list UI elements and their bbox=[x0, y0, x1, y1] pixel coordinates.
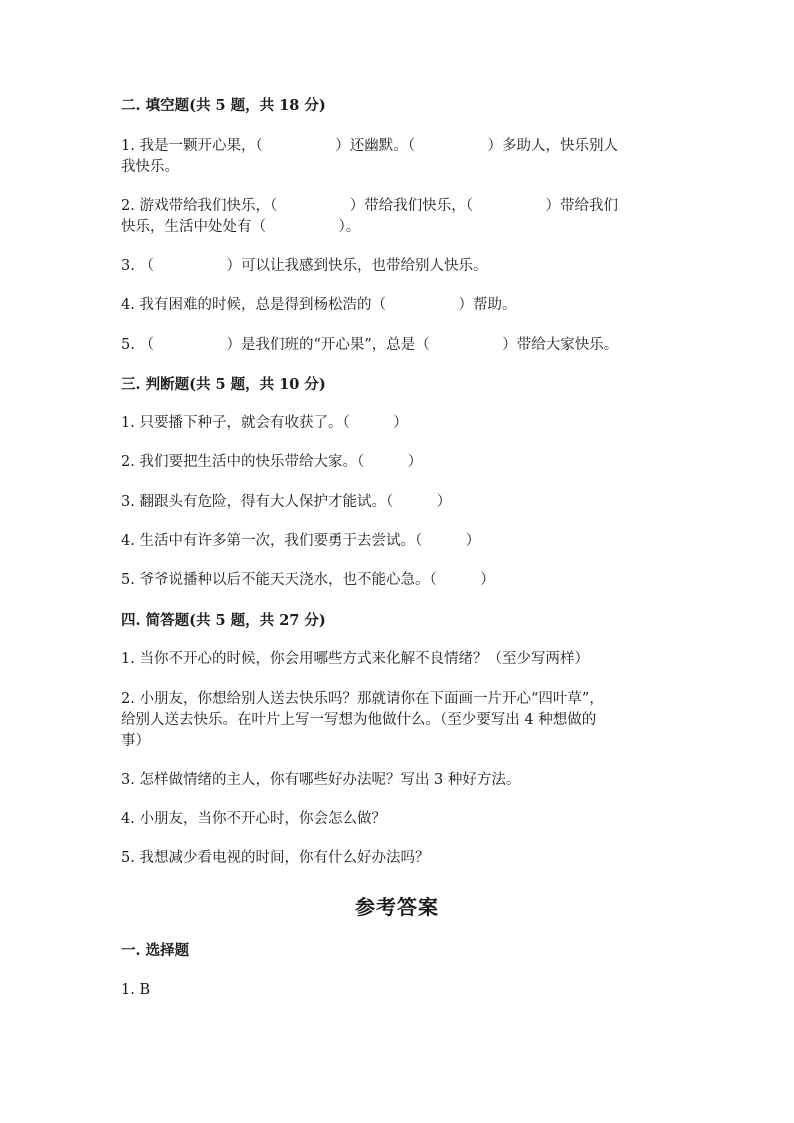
fill-question-2-line-2: 快乐，生活中处处有（ ）。 bbox=[121, 219, 361, 235]
judge-question-5: 5. 爷爷说播种以后不能天天浇水，也不能心急。（ ） bbox=[121, 572, 495, 588]
answers-title: 参考答案 bbox=[355, 895, 439, 919]
short-question-2-line-2: 给别人送去快乐。在叶片上写一写想为他做什么。（至少要写出 4 种想做的 bbox=[121, 712, 597, 728]
short-question-3: 3. 怎样做情绪的主人，你有哪些好办法呢？写出 3 种好方法。 bbox=[121, 772, 521, 788]
section-heading-short: 四. 简答题(共 5 题，共 27 分) bbox=[121, 612, 326, 629]
fill-question-5: 5. （ ）是我们班的“开心果”，总是（ ）带给大家快乐。 bbox=[121, 337, 619, 353]
short-question-5: 5. 我想减少看电视的时间，你有什么好办法吗？ bbox=[121, 850, 430, 866]
section-heading-fill: 二. 填空题(共 5 题，共 18 分) bbox=[121, 97, 326, 114]
fill-question-1-line-2: 我快乐。 bbox=[121, 159, 179, 175]
judge-question-3: 3. 翻跟头有危险，得有大人保护才能试。（ ） bbox=[121, 494, 452, 510]
short-question-2-line-3: 事） bbox=[121, 733, 150, 749]
short-question-4: 4. 小朋友，当你不开心时，你会怎么做？ bbox=[121, 811, 386, 827]
short-question-1: 1. 当你不开心的时候，你会用哪些方式来化解不良情绪？（至少写两样） bbox=[121, 651, 589, 667]
fill-question-4: 4. 我有困难的时候，总是得到杨松浩的（ ）帮助。 bbox=[121, 297, 517, 313]
judge-question-4: 4. 生活中有许多第一次，我们要勇于去尝试。（ ） bbox=[121, 533, 481, 549]
judge-question-2: 2. 我们要把生活中的快乐带给大家。（ ） bbox=[121, 454, 423, 470]
answers-section-heading: 一. 选择题 bbox=[121, 942, 190, 959]
fill-question-3: 3. （ ）可以让我感到快乐，也带给别人快乐。 bbox=[121, 258, 488, 274]
fill-question-1-line-1: 1. 我是一颗开心果，（ ）还幽默。（ ）多助人，快乐别人 bbox=[121, 138, 618, 154]
answer-1: 1. B bbox=[121, 982, 151, 998]
section-heading-judge: 三. 判断题(共 5 题，共 10 分) bbox=[121, 376, 326, 393]
short-question-2-line-1: 2. 小朋友，你想给别人送去快乐吗？那就请你在下面画一片开心“四叶草”， bbox=[121, 691, 604, 707]
fill-question-2-line-1: 2. 游戏带给我们快乐，（ ）带给我们快乐，（ ）带给我们 bbox=[121, 198, 618, 214]
judge-question-1: 1. 只要播下种子，就会有收获了。（ ） bbox=[121, 415, 408, 431]
